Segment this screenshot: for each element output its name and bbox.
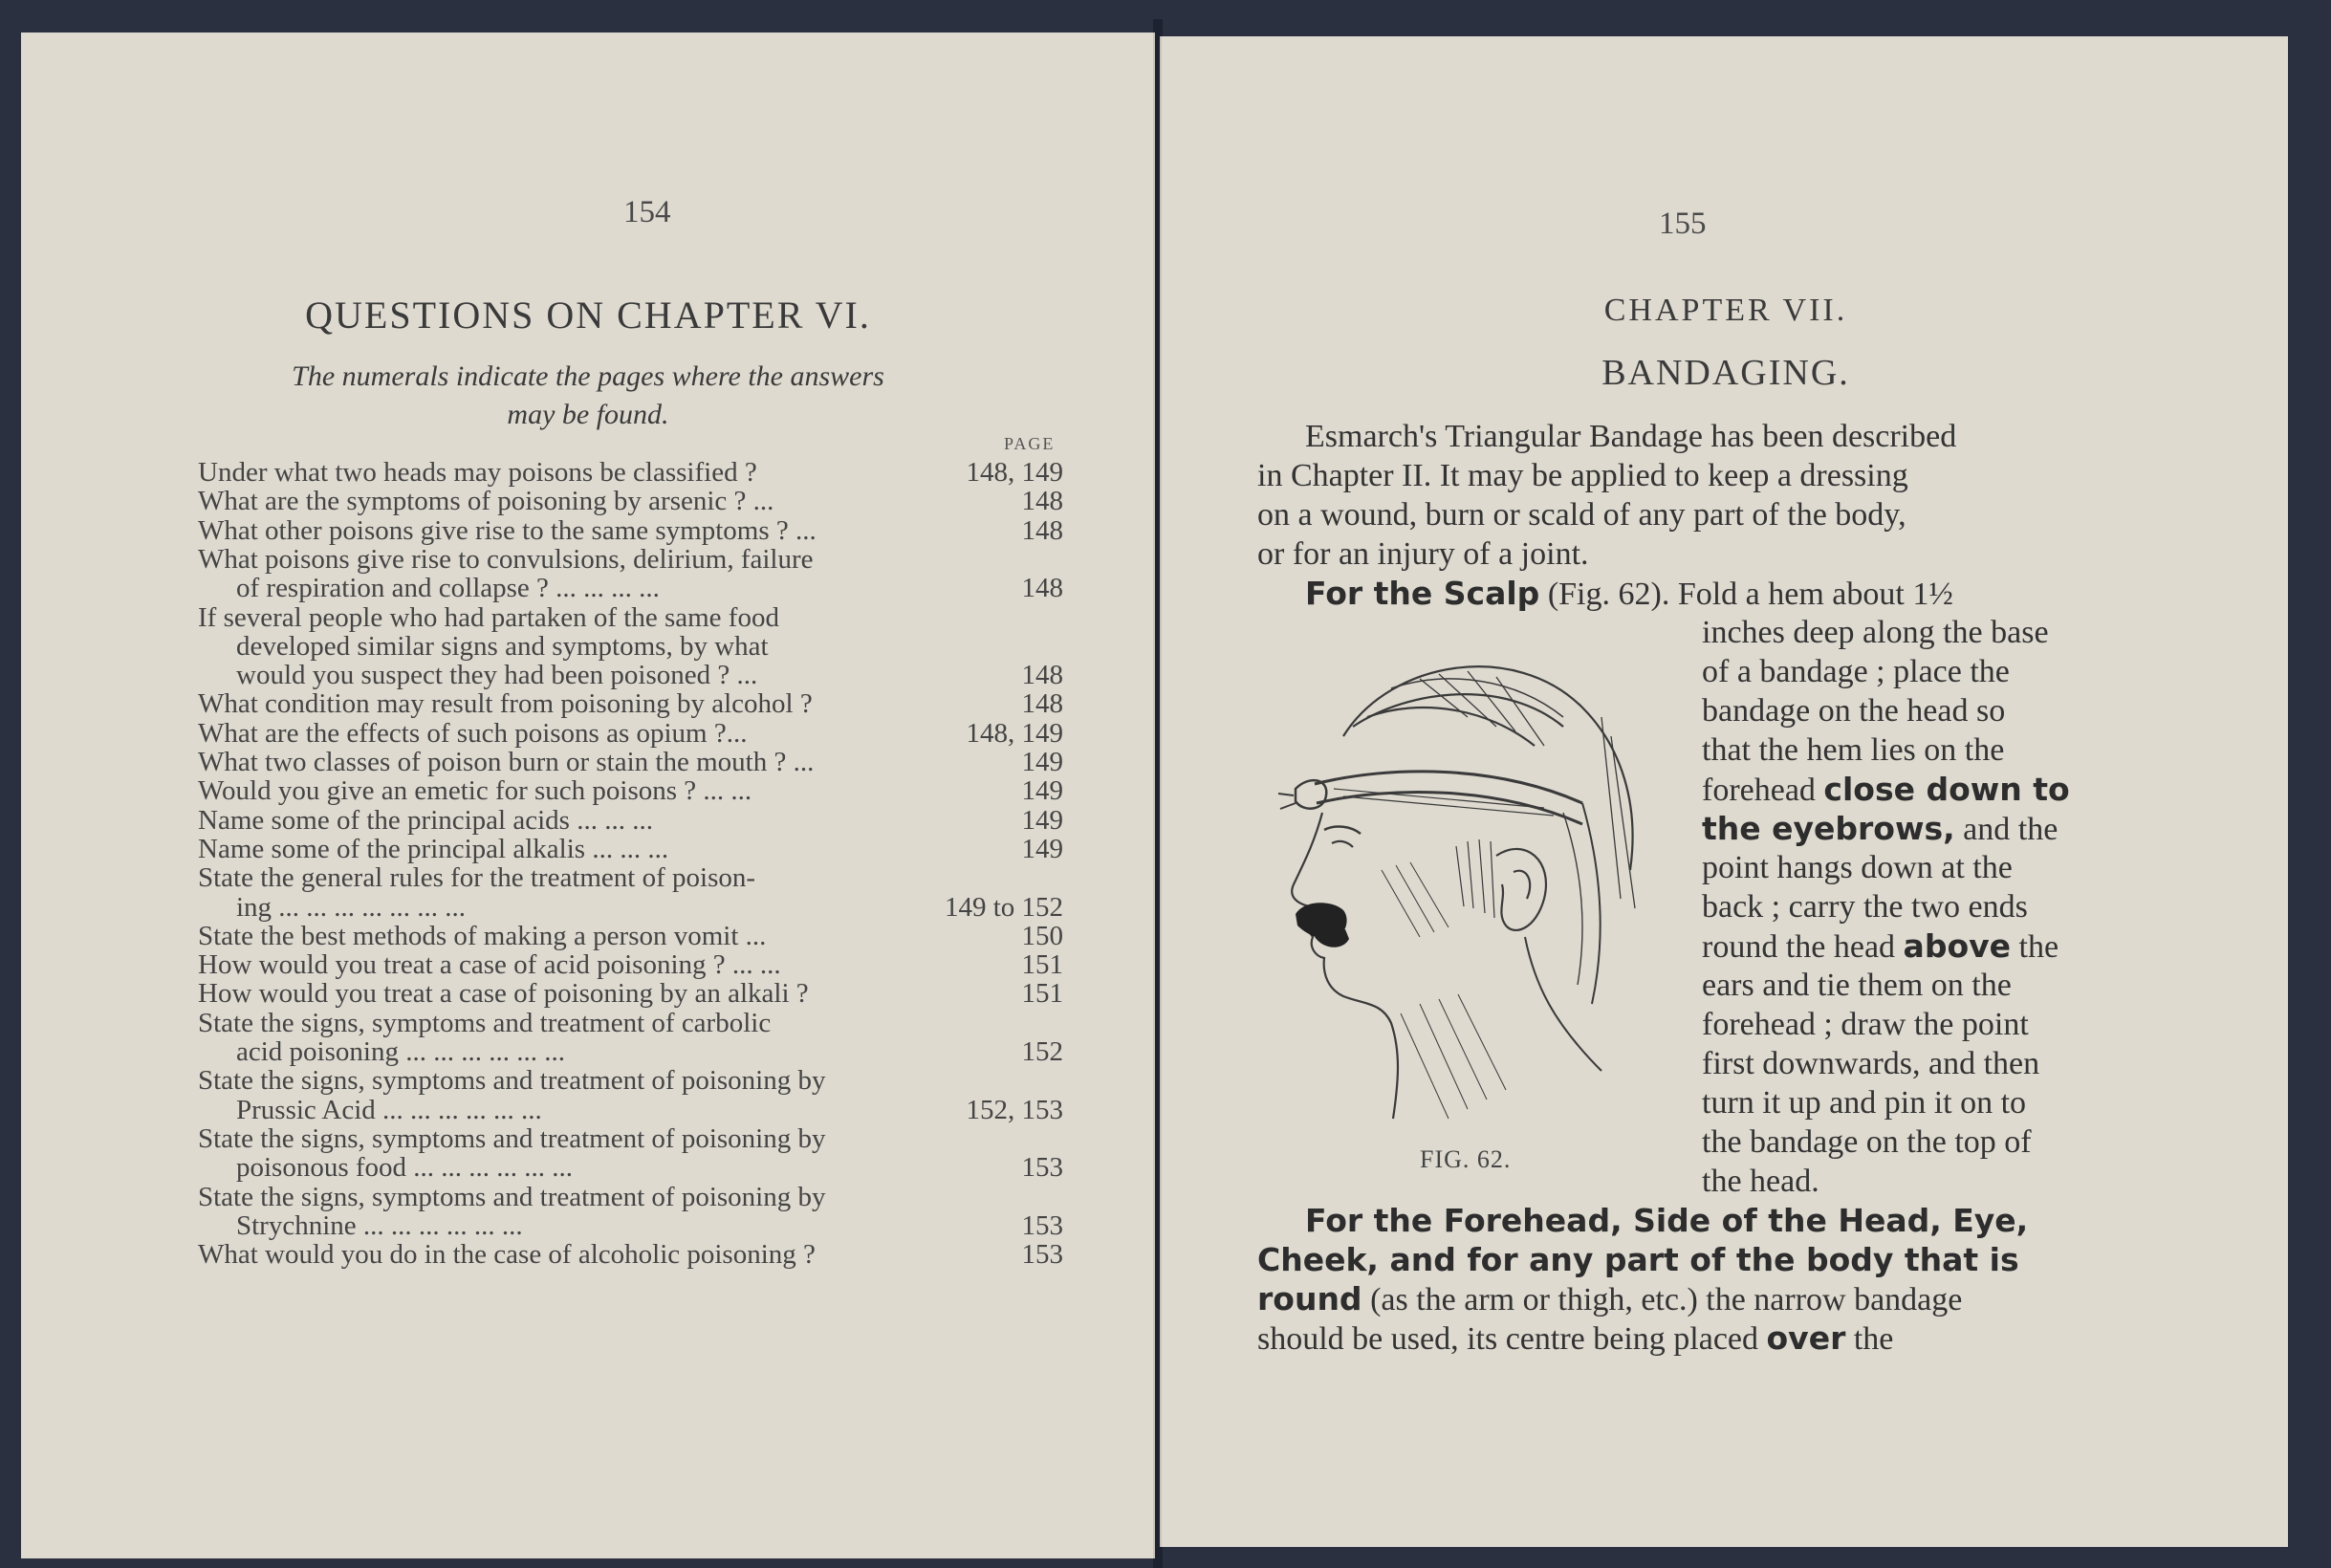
question-text: would you suspect they had been poisoned ? ... — [236, 660, 758, 691]
paragraph-line: or for an injury of a joint. — [1257, 536, 1589, 572]
answer-page-ref: 153 — [1021, 1239, 1063, 1271]
wrap-line — [1702, 926, 2059, 967]
answer-page-ref: 153 — [1021, 1152, 1063, 1184]
question-text: If several people who had partaken of the same food — [198, 601, 779, 633]
answer-page-ref: 148 — [1021, 514, 1063, 546]
bold-text: over — [1766, 1319, 1846, 1357]
left-page — [21, 33, 1155, 1558]
question-text: of respiration and collapse ? ... ... ... ... — [236, 573, 660, 604]
answer-page-ref: 148 — [1021, 660, 1063, 691]
answer-page-ref: 151 — [1021, 949, 1063, 981]
question-text: Under what two heads may poisons be classified ? — [198, 457, 757, 488]
question-text: State the signs, symptoms and treatment of poisoning by — [198, 1122, 826, 1154]
wrap-line: bandage on the head so — [1702, 693, 2006, 729]
question-text: How would you treat a case of poisoning by an alkali ? — [198, 978, 809, 1010]
forehead-heading-line1 — [1305, 1201, 2028, 1241]
wrap-text: round the head — [1702, 929, 1904, 965]
question-text: State the signs, symptoms and treatment of poisoning by — [198, 1065, 826, 1097]
wrap-line: inches deep along the base — [1702, 615, 2049, 650]
answer-page-ref: 148 — [1021, 573, 1063, 604]
bold-text: Cheek, and for any part of the body that is — [1257, 1241, 2019, 1278]
question-text: State the general rules for the treatment of poison- — [198, 862, 756, 894]
wrap-line: the head. — [1702, 1164, 1819, 1199]
chapter-title: CHAPTER VII. — [1603, 293, 1848, 328]
paragraph-line: in Chapter II. It may be applied to keep a dressing — [1257, 458, 1908, 493]
answer-page-ref: 148, 149 — [966, 457, 1063, 488]
plain-text: (as the arm or thigh, etc.) the narrow bandage — [1362, 1282, 1963, 1318]
answer-page-ref: 152, 153 — [966, 1094, 1063, 1125]
wrap-bold-text: above — [1903, 927, 2012, 965]
question-text: Would you give an emetic for such poisons ? ... ... — [198, 775, 752, 807]
question-text: State the best methods of making a person vomit ... — [198, 920, 767, 951]
forehead-heading-line2 — [1257, 1240, 2019, 1280]
wrap-line: ears and tie them on the — [1702, 968, 2012, 1003]
head-bandage-illustration — [1276, 621, 1678, 1157]
wrap-line: of a bandage ; place the — [1702, 654, 2010, 689]
answer-page-ref: 148, 149 — [966, 717, 1063, 749]
bold-text: For the Forehead, Side of the Head, Eye, — [1305, 1202, 2029, 1239]
wrap-line: the bandage on the top of — [1702, 1124, 2032, 1160]
wrap-line: back ; carry the two ends — [1702, 889, 2028, 925]
bold-text: round — [1257, 1280, 1362, 1318]
question-text: poisonous food ... ... ... ... ... ... — [236, 1152, 574, 1184]
wrap-text: and the — [1954, 812, 2059, 847]
paragraph-line: Esmarch's Triangular Bandage has been described — [1305, 419, 1957, 454]
scalp-heading: For the Scalp — [1305, 575, 1540, 612]
answer-page-ref: 153 — [1021, 1209, 1063, 1241]
wrap-line — [1702, 809, 2058, 849]
answer-page-ref: 150 — [1021, 920, 1063, 951]
question-text: acid poisoning ... ... ... ... ... ... — [236, 1036, 565, 1067]
page-number: 155 — [1659, 207, 1707, 241]
answer-page-ref: 149 — [1021, 833, 1063, 864]
wrap-text: the — [2011, 929, 2059, 965]
figure-caption: FIG. 62. — [1420, 1145, 1512, 1173]
scalp-intro: (Fig. 62). Fold a hem about 1½ — [1539, 577, 1953, 612]
answer-page-ref: 149 — [1021, 747, 1063, 777]
wrap-bold-text: the eyebrows, — [1702, 810, 1955, 847]
wrap-line: first downwards, and then — [1702, 1046, 2040, 1081]
question-text: Strychnine ... ... ... ... ... ... — [236, 1209, 523, 1241]
wrap-line: that the hem lies on the — [1702, 732, 2005, 768]
question-text: What poisons give rise to convulsions, delirium, failure — [198, 543, 814, 575]
intro-note-line1: The numerals indicate the pages where the answers — [292, 360, 884, 392]
question-text: What two classes of poison burn or stain the mouth ? ... — [198, 747, 815, 777]
answer-page-ref: 149 — [1021, 775, 1063, 807]
question-text: What are the effects of such poisons as opium ?... — [198, 717, 748, 749]
plain-text: the — [1845, 1321, 1894, 1357]
question-text: What are the symptoms of poisoning by arsenic ? ... — [198, 486, 774, 517]
wrap-line: point hangs down at the — [1702, 850, 2013, 885]
intro-note-line2: may be found. — [507, 399, 669, 430]
plain-text: should be used, its centre being placed — [1257, 1321, 1767, 1357]
question-text: State the signs, symptoms and treatment of carbolic — [198, 1007, 772, 1038]
answer-page-ref: 148 — [1021, 688, 1063, 720]
right-page — [1160, 36, 2288, 1547]
question-text: Name some of the principal acids ... ... ... — [198, 804, 653, 836]
question-text: What other poisons give rise to the same symptoms ? ... — [198, 514, 817, 546]
forehead-line3 — [1257, 1279, 1962, 1319]
scalp-paragraph-start — [1305, 574, 1953, 614]
question-text: What condition may result from poisoning by alcohol ? — [198, 688, 813, 720]
question-text: How would you treat a case of acid poisoning ? ... ... — [198, 949, 781, 981]
wrap-line: turn it up and pin it on to — [1702, 1085, 2027, 1121]
wrap-line: forehead ; draw the point — [1702, 1007, 2029, 1042]
answer-page-ref: 149 to 152 — [944, 891, 1063, 923]
chapter-heading: BANDAGING. — [1601, 353, 1850, 393]
question-text: Name some of the principal alkalis ... ... ... — [198, 833, 669, 864]
page-column-header: PAGE — [1004, 434, 1056, 453]
page-number: 154 — [623, 195, 671, 229]
wrap-line — [1702, 770, 2070, 810]
answer-page-ref: 152 — [1021, 1036, 1063, 1067]
page-title: QUESTIONS ON CHAPTER VI. — [305, 294, 871, 337]
question-text: State the signs, symptoms and treatment of poisoning by — [198, 1181, 826, 1212]
answer-page-ref: 149 — [1021, 804, 1063, 836]
question-text: Prussic Acid ... ... ... ... ... ... — [236, 1094, 542, 1125]
question-text: ing ... ... ... ... ... ... ... — [236, 891, 467, 923]
forehead-line4 — [1257, 1318, 1893, 1359]
wrap-text: forehead — [1702, 773, 1824, 808]
answer-page-ref: 151 — [1021, 978, 1063, 1010]
answer-page-ref: 148 — [1021, 486, 1063, 517]
question-text: developed similar signs and symptoms, by what — [236, 630, 769, 662]
question-text: What would you do in the case of alcoholic poisoning ? — [198, 1239, 816, 1271]
paragraph-line: on a wound, burn or scald of any part of the body, — [1257, 497, 1906, 533]
wrap-bold-text: close down to — [1823, 771, 2070, 808]
